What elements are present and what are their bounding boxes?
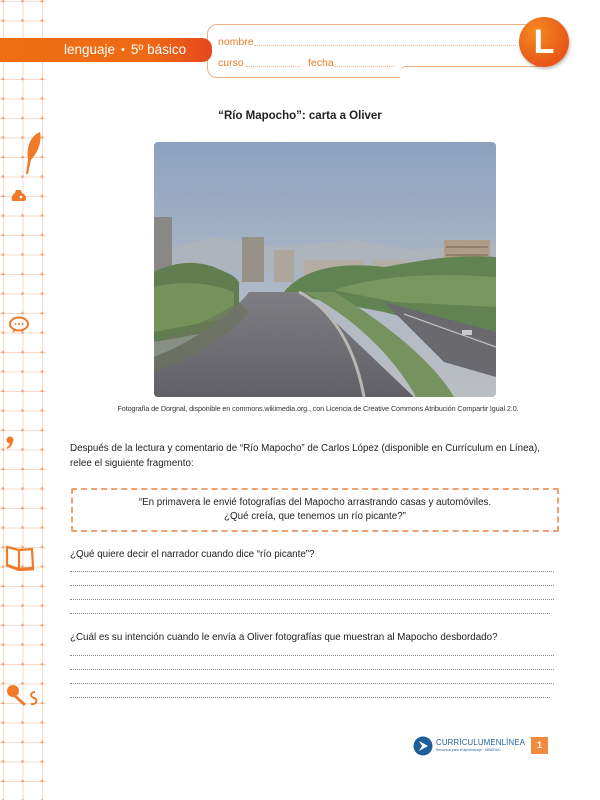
- fecha-field[interactable]: [334, 66, 394, 67]
- question-2: ¿Cuál es su intención cuando le envía a Oliver fotografías que muestran al Mapocho desbordado?: [70, 632, 498, 643]
- answer-line-q1-2[interactable]: [70, 585, 554, 586]
- quote-line-1: “En primavera le envié fotografías del Mapocho arrastrando casas y automóviles.: [138, 497, 492, 508]
- curriculum-en-linea-logo[interactable]: [413, 736, 526, 756]
- student-info-box-notch: [400, 66, 540, 83]
- question-1: ¿Qué quiere decir el narrador cuando dice “río picante”?: [70, 549, 315, 560]
- comma-icon: [5, 436, 15, 450]
- worksheet-title: “Río Mapocho”: carta a Oliver: [218, 110, 382, 122]
- quote-line-2: ¿Qué creía, que tenemos un río picante?”: [224, 510, 406, 522]
- quote-box: [71, 488, 559, 532]
- speech-bubble-icon: [8, 316, 30, 334]
- curso-field[interactable]: [246, 66, 300, 67]
- river-photo: [154, 142, 496, 397]
- subject-band: [0, 38, 212, 62]
- separator-dot: •: [121, 44, 125, 56]
- subject-label: lenguaje: [64, 42, 116, 57]
- photo-caption: Fotografía de Dorgnal, disponible en commons.wikimedia.org., con Licencia de Creative Commons Atribución Compartir Igual 2.0.: [117, 404, 519, 413]
- intro-paragraph: Después de la lectura y comentario de “Río Mapocho” de Carlos López (disponible en Currículum en Línea), relee el siguiente fragmento:: [70, 443, 540, 469]
- answer-line-q1-1[interactable]: [70, 571, 554, 572]
- nombre-label: nombre: [218, 36, 254, 48]
- answer-line-q2-2[interactable]: [70, 669, 554, 670]
- answer-line-q2-1[interactable]: [70, 655, 554, 656]
- subject-badge: L: [519, 17, 569, 67]
- ink-pot-icon: [10, 188, 28, 202]
- play-arrow-logo-icon: [413, 736, 433, 756]
- page-number: 1: [531, 737, 548, 754]
- answer-line-q1-4[interactable]: [70, 613, 550, 614]
- grade-label: 5º básico: [130, 42, 187, 57]
- curso-label: curso: [218, 57, 244, 69]
- river-photo-image: [154, 142, 496, 397]
- answer-line-q2-3[interactable]: [70, 683, 554, 684]
- brand-name: CURRÍCULUMENLÍNEA: [436, 738, 526, 747]
- microphone-icon: [5, 684, 39, 708]
- brand-subtitle: Recursos para el aprendizaje · MINEDUC: [436, 748, 501, 752]
- open-book-icon: [4, 543, 36, 571]
- quill-pen-icon: [18, 130, 44, 176]
- fecha-label: fecha: [308, 57, 334, 69]
- answer-line-q2-4[interactable]: [70, 697, 550, 698]
- answer-line-q1-3[interactable]: [70, 599, 554, 600]
- nombre-field[interactable]: [254, 45, 516, 46]
